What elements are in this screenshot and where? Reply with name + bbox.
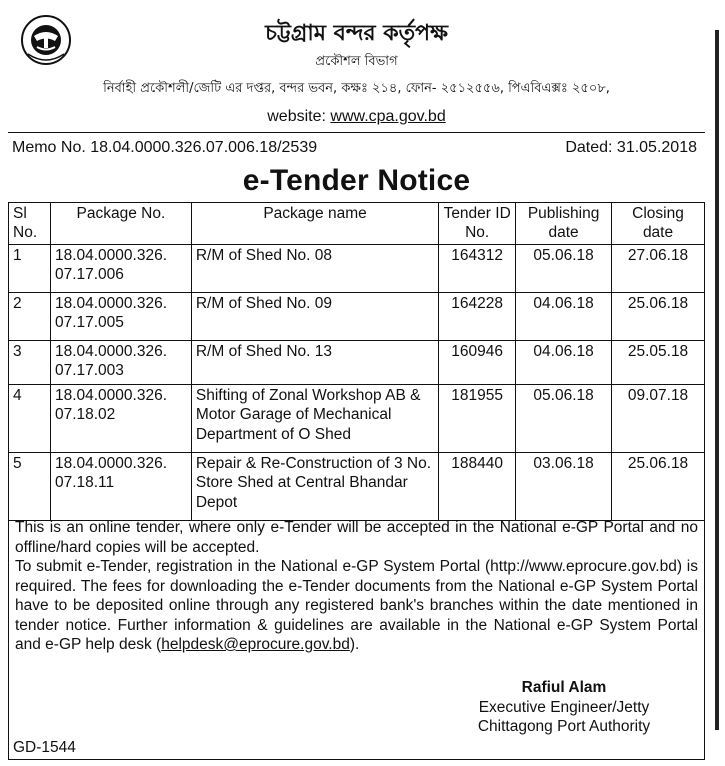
- cell-closing-date: 25.05.18: [612, 340, 705, 384]
- cell-sl: 1: [9, 244, 51, 292]
- cell-sl: 3: [9, 340, 51, 384]
- page-edge-divider: [715, 30, 719, 730]
- tender-notice-page: [8, 4, 705, 760]
- cell-sl: 5: [9, 452, 51, 520]
- table-row: [9, 384, 705, 452]
- cell-package-no: 18.04.0000.326. 07.17.006: [50, 244, 191, 292]
- signatory-designation: Executive Engineer/Jetty: [478, 698, 650, 716]
- header-tender-id: Tender ID No.: [439, 203, 516, 245]
- signatory-organization: Chittagong Port Authority: [477, 718, 651, 735]
- memo-date: Dated: 31.05.2018: [565, 139, 697, 156]
- website-link[interactable]: www.cpa.gov.bd: [330, 108, 446, 125]
- website-label: website:: [267, 108, 326, 125]
- header-package-name: Package name: [191, 203, 438, 245]
- cell-publishing-date: 03.06.18: [516, 452, 612, 520]
- table-row: [9, 452, 705, 520]
- notice-paragraph-registration: [15, 557, 698, 655]
- cell-publishing-date: 05.06.18: [516, 244, 612, 292]
- cell-sl: 2: [9, 292, 51, 340]
- cell-package-name: Shifting of Zonal Workshop AB & Motor Garage of Mechanical Department of O Shed: [191, 384, 438, 452]
- signatory-name: Rafiul Alam: [521, 679, 607, 696]
- footer-code: GD-1544: [13, 738, 76, 756]
- department-name-bn: প্রকৌশল বিভাগ: [315, 54, 398, 69]
- cell-package-no: 18.04.0000.326. 07.17.003: [50, 340, 191, 384]
- notice-title: e-Tender Notice: [242, 164, 471, 197]
- cell-tender-id: 160946: [439, 340, 516, 384]
- table-header-row: [9, 203, 705, 245]
- cell-closing-date: 25.06.18: [612, 452, 705, 520]
- cell-publishing-date: 05.06.18: [516, 384, 612, 452]
- header-closing-date: Closing date: [612, 203, 705, 245]
- cell-tender-id: 164312: [439, 244, 516, 292]
- cell-closing-date: 27.06.18: [612, 244, 705, 292]
- cell-tender-id: 181955: [439, 384, 516, 452]
- header-publishing-date: Publishing date: [516, 203, 612, 245]
- registration-text-end: ).: [349, 636, 360, 653]
- cell-package-no: 18.04.0000.326. 07.18.11: [50, 452, 191, 520]
- cell-package-name: R/M of Shed No. 09: [191, 292, 438, 340]
- cell-closing-date: 09.07.18: [612, 384, 705, 452]
- cell-package-name: R/M of Shed No. 08: [191, 244, 438, 292]
- tender-table: [8, 202, 705, 521]
- organization-name-bn: চট্টগ্রাম বন্দর কর্তৃপক্ষ: [265, 21, 448, 46]
- cell-sl: 4: [9, 384, 51, 452]
- header-package-no: Package No.: [50, 203, 191, 245]
- table-row: [9, 340, 705, 384]
- helpdesk-email-link[interactable]: helpdesk@eprocure.gov.bd: [161, 636, 350, 653]
- registration-text: To submit e-Tender, registration in the National e-GP System Portal (http://www.eprocure.gov.bd) is required. The fees for downloading the e-Tender documents from the National e-GP System Portal have to be deposited online through any registered bank's branches within the date mentioned in tender notice. Further information & guidelines are available in the National e-GP System Portal and e-GP help desk (: [15, 558, 698, 653]
- office-address-bn: নির্বাহী প্রকৌশলী/জেটি এর দপ্তর, বন্দর ভবন, কক্ষঃ ২১৪, ফোন- ২৫১২৫৫৬, পিএবিএক্সঃ ২৫০৮,: [103, 81, 610, 96]
- cell-publishing-date: 04.06.18: [516, 340, 612, 384]
- cell-closing-date: 25.06.18: [612, 292, 705, 340]
- memo-number: Memo No. 18.04.0000.326.07.006.18/2539: [12, 139, 318, 156]
- header-sl: Sl No.: [9, 203, 51, 245]
- cell-tender-id: 188440: [439, 452, 516, 520]
- signature-block: [464, 678, 664, 737]
- cell-publishing-date: 04.06.18: [516, 292, 612, 340]
- cell-package-no: 18.04.0000.326. 07.18.02: [50, 384, 191, 452]
- notice-paragraph-online: This is an online tender, where only e-Tender will be accepted in the National e-GP Portal and no offline/hard copies will be accepted.: [15, 519, 698, 556]
- table-row: [9, 292, 705, 340]
- memo-row: [8, 132, 705, 163]
- table-row: [9, 244, 705, 292]
- cell-tender-id: 164228: [439, 292, 516, 340]
- notice-text-box: [8, 516, 705, 760]
- cell-package-name: Repair & Re-Construction of 3 No. Store Shed at Central Bhandar Depot: [191, 452, 438, 520]
- cell-package-no: 18.04.0000.326. 07.17.005: [50, 292, 191, 340]
- cell-package-name: R/M of Shed No. 13: [191, 340, 438, 384]
- website-line: [8, 108, 705, 126]
